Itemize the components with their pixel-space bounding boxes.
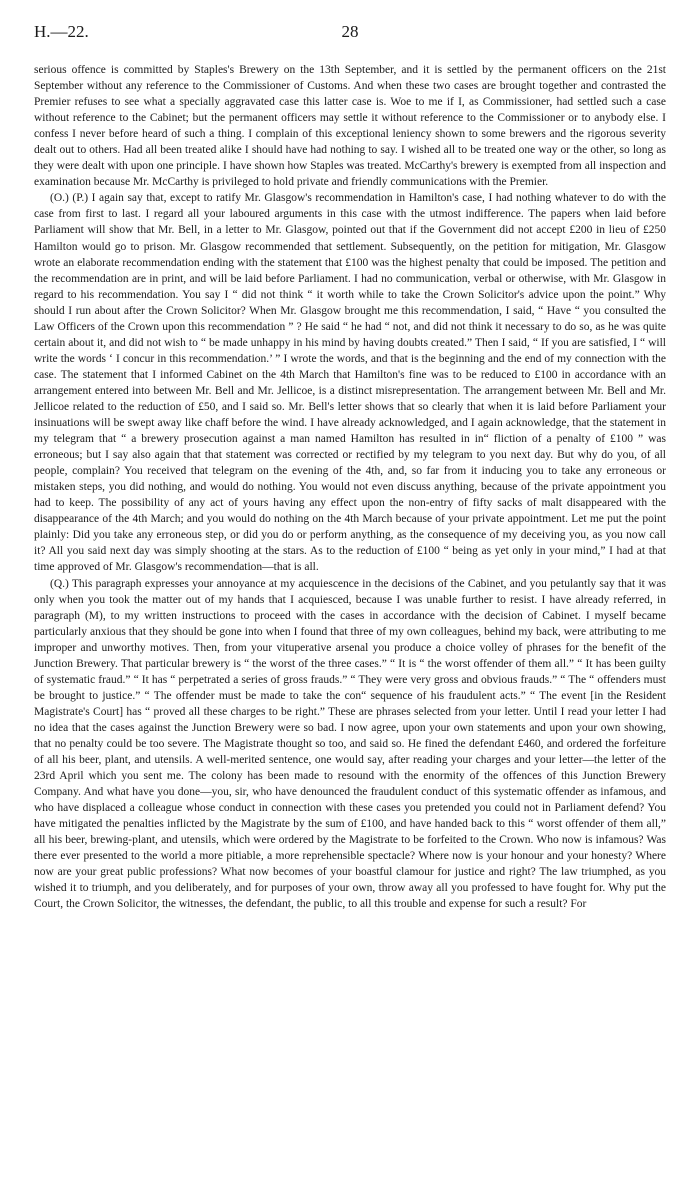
paragraph-continued: serious offence is committed by Staples's Brewery on the 13th September, and it is settled by the permanent officers on the 21st September without any reference to the Commissioner of Customs. And when these two cases are brought together and contrasted the Premier refuses to see what a specially aggravated case this latter case is. Woe to me if I, as Commissioner, had settled such a case without reference to the Cabinet; but the permanent officers may settle it without reference to the Commissioner or to anybody else. I confess I never before heard of such a thing. I complain of this exceptional leniency shown to some brewers and the rigorous severity dealt out to others. Had all been treated alike I should have had nothing to say. I wished all to be treated one way or the other, so long as they were dealt with upon one principle. I have shown how Staples was treated. McCarthy's brewery is exempted from all inspection and examination because Mr. McCarthy is privileged to hold private and friendly communications with the Premier. — [34, 64, 666, 189]
page-header — [34, 22, 666, 44]
document-reference: H.—22. — [34, 22, 89, 41]
document-body — [34, 62, 666, 912]
paragraph-q: (Q.) This paragraph expresses your annoyance at my acquiescence in the decisions of the Cabinet, and you petulantly say that it was only when you took the matter out of my hands that I acquiesced, because I was unable further to resist. I have already referred, in paragraph (M), to my written instructions to proceed with the cases in accordance with the decision of Cabinet. I myself became particularly anxious that they should be gone into when I found that three of my own colleagues, behind my back, were attributing to me improper and unworthy motives. Then, from your vituperative arsenal you produce a choice volley of phrases for the benefit of the Junction Brewery. That particular brewery is “ the worst of the three cases.” “ It is “ the worst offender of them all.” “ It has been guilty of systematic fraud.” “ It has “ perpetrated a series of gross frauds.” “ They were very gross and obvious frauds.” “ The “ offenders must be brought to justice.” “ The offender must be made to take the con“ sequence of his fraudulent acts.” “ The event [in the Resident Magistrate's Court] has “ proved all these charges to be right.” These are phrases selected from your letter. Until I read your letter I had no idea that the cases against the Junction Brewery were so bad. I now agree, upon your own statements and upon your own showing, that no penalty could be too severe. The Magistrate thought so too, and said so. He fined the defendant £460, and ordered the forfeiture of all his beer, plant, and utensils. A well-merited sentence, one would say, after reading your charges and your letter—the letter of the 23rd April which you sent me. The colony has been made to resound with the enormity of the offences of this Junction Brewery Company. And what have you done—you, sir, who have denounced the fraudulent conduct of this systematic offender as infamous, and who have displaced a colleague whose conduct in connection with these cases you pretended you could not in Parliament defend? You have mitigated the penalties inflicted by the Magistrate by the sum of £100, and have handed back to this “ worst offender of them all,” all his beer, brewing-plant, and utensils, which were ordered by the Magistrate to be forfeited to the Crown. Who now is infamous? Was there ever presented to the world a more pitiable, a more reprehensible spectacle? Where now is your honour and your honesty? Where now are your great public professions? What now becomes of your boastful clamour for justice and right? The law triumphed, as you wished it to triumph, and you deliberately, and for purposes of your own, throw away all you professed to have fought for. Why put the Court, the Crown Solicitor, the witnesses, the defendant, the public, to all this trouble and expense for such a result? For — [34, 577, 666, 911]
paragraph-o-p: (O.) (P.) I again say that, except to ratify Mr. Glasgow's recommendation in Hamilton's case, I had nothing whatever to do with the case from first to last. I regard all your laboured arguments in this case with the utmost indifference. The papers when laid before Parliament will show that Mr. Bell, in a letter to Mr. Glasgow, pointed out that if the Government did not accept £200 in lieu of £250 Hamilton would go to prison. Mr. Glasgow recommended that settlement. Subsequently, on the petition for mitigation, Mr. Glasgow wrote an elaborate recommendation ending with the statement that £100 was the highest penalty that could be imposed. The petition and the recommendation are in print, and will be laid before Parliament. I had no communication, verbal or otherwise, with Mr. Glasgow in regard to his recommendation. You say I “ did not think “ it worth while to take the Crown Solicitor's advice upon the point.” Why should I run about after the Crown Solicitor? When Mr. Glasgow brought me this recommendation, I said, “ Have “ you consulted the Law Officers of the Crown upon this recommendation ” ? He said “ he had “ not, and did not think it necessary to do so, as he was quite certain about it, and did not wish to “ be made unhappy in his mind by having doubts created.” Then I said, “ If you are satisfied, I “ will write the words ‘ I concur in this recommendation.’ ” I wrote the words, and that is the beginning and the end of my connection with the case. The statement that I informed Cabinet on the 4th March that Hamilton's fine was to be reduced to £100 in accordance with an arrangement entered into between Mr. Bell and Mr. Jellicoe, is a distinct misrepresentation. The arrangement between Mr. Bell and Mr. Jellicoe related to the reduction of £50, and I said so. Mr. Bell's letter shows that so clearly that when it is laid before Parliament your insinuations will be swept away like chaff before the wind. I have already acknowledged, and I again acknowledge, that the statement in my telegram that “ a brewery prosecution against a man named Hamilton has resulted in in“ fliction of a penalty of £100 ” was erroneous; but I say also again that that statement was corrected or rectified by my telegram to you next day. But why do you, of all people, complain? You received that telegram on the evening of the 4th, and, so far from it inducing you to take any erroneous or mistaken steps, you did nothing, and would do nothing. You would not even discuss anything, because of the private appointment you had to keep. The possibility of any act of yours having any effect upon the non-entry of fifty sacks of malt disappeared with the disappearance of the 4th March; and you would do nothing on the 4th March because of your private appointment. Let me put the point plainly: Did you take any erroneous step, or did you do or perform anything, as the consequence of my deceiving you, as you now call it? All you said next day was simply shooting at the stars. As to the reduction of £100 “ being as yet only in your mind,” I had at that time approved of Mr. Glasgow's recommendation—that is all. — [34, 192, 666, 574]
page-number: 28 — [341, 22, 359, 41]
